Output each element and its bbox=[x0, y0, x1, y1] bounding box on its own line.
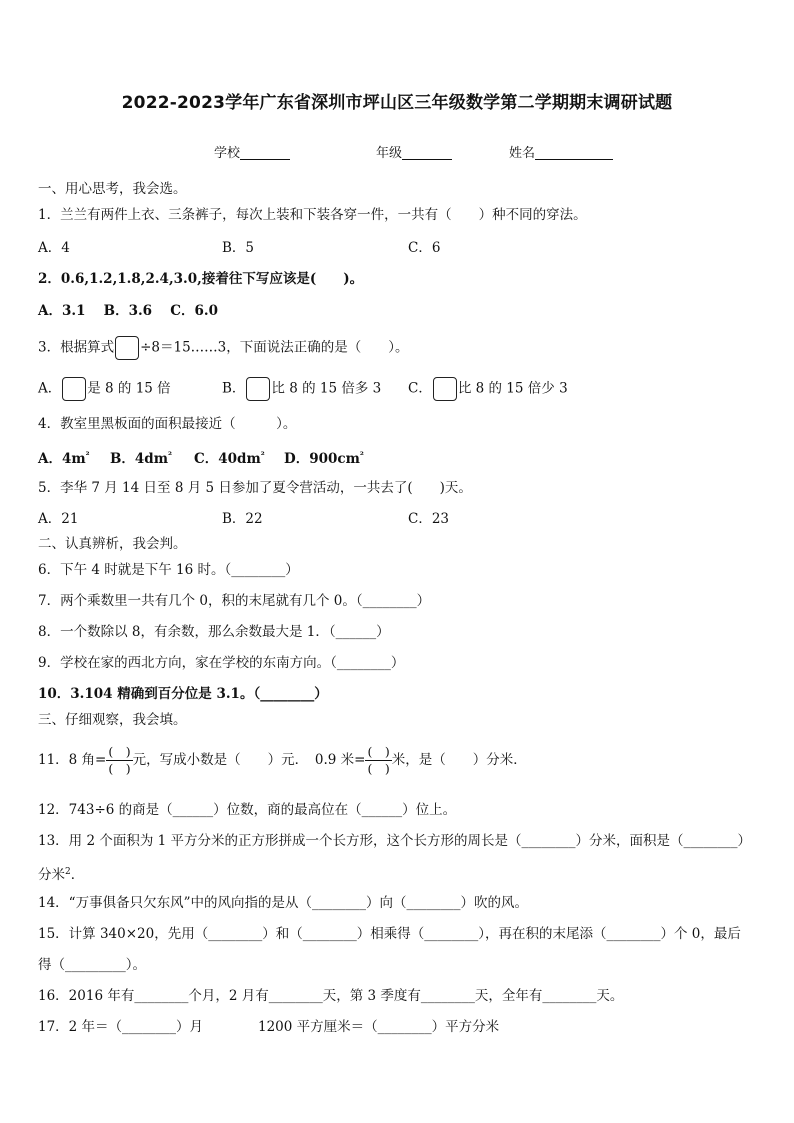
q4-b-sup: ² bbox=[168, 451, 172, 461]
q3-option-c[interactable] bbox=[408, 377, 568, 401]
school-field bbox=[214, 142, 290, 161]
name-field bbox=[509, 142, 613, 161]
q4-option-c[interactable] bbox=[194, 447, 265, 468]
q4-option-a[interactable] bbox=[38, 447, 90, 468]
q5-option-c[interactable]: C．23 bbox=[408, 511, 450, 527]
question-8: 8．一个数除以 8，有余数，那么余数最大是 1．（______） bbox=[38, 624, 390, 640]
question-4: 4．教室里黑板面的面积最接近（ ）。 bbox=[38, 416, 297, 432]
question-11 bbox=[38, 744, 527, 777]
question-14: 14．“万事俱备只欠东风”中的风向指的是从（________）向（________）吹的风。 bbox=[38, 895, 528, 911]
q11-fraction-1 bbox=[106, 744, 132, 777]
question-12: 12．743÷6 的商是（______）位数，商的最高位在（______）位上。 bbox=[38, 802, 457, 818]
q11-prefix: 11．8 角= bbox=[38, 752, 107, 768]
q1-option-c[interactable]: C．6 bbox=[408, 240, 441, 256]
question-6: 6．下午 4 时就是下午 16 时。（________） bbox=[38, 562, 299, 578]
question-16: 16．2016 年有________个月，2 月有________天，第 3 季度有________天，全年有________天。 bbox=[38, 988, 624, 1004]
grade-blank[interactable] bbox=[402, 145, 452, 160]
q3-prefix: 3．根据算式 bbox=[38, 339, 115, 356]
question-13-line-1: 13．用 2 个面积为 1 平方分米的正方形拼成一个长方形，这个长方形的周长是（________）分米，面积是（________） bbox=[38, 833, 752, 849]
section-2-heading: 二、认真辨析，我会判。 bbox=[38, 536, 187, 552]
grade-label: 年级 bbox=[376, 146, 403, 161]
q13-unit: 分米 bbox=[38, 867, 65, 883]
section-1-heading: 一、用心思考，我会选。 bbox=[38, 181, 187, 197]
q3-blank-box bbox=[115, 336, 139, 360]
q3-c-box bbox=[433, 377, 457, 401]
name-blank[interactable] bbox=[535, 145, 613, 160]
q3-b-box bbox=[246, 377, 270, 401]
q3-b-text: 比 8 的 15 倍多 3 bbox=[271, 380, 382, 397]
q4-a-sup: ² bbox=[85, 451, 90, 461]
question-5: 5．李华 7 月 14 日至 8 月 5 日参加了夏令营活动，一共去了( )天。 bbox=[38, 480, 472, 496]
q3-a-text: 是 8 的 15 倍 bbox=[87, 380, 171, 397]
q3-c-text: 比 8 的 15 倍少 3 bbox=[457, 380, 568, 397]
section-3-heading: 三、仔细观察，我会填。 bbox=[38, 712, 187, 728]
question-9: 9．学校在家的西北方向，家在学校的东南方向。（________） bbox=[38, 655, 405, 671]
question-10: 10．3.104 精确到百分位是 3.1。（________） bbox=[38, 686, 328, 702]
q13-end: ． bbox=[70, 867, 85, 883]
q1-option-b[interactable]: B．5 bbox=[222, 240, 255, 256]
q4-c-text: C．40dm bbox=[194, 451, 261, 467]
q4-a-text: A．4m bbox=[38, 451, 86, 467]
q1-option-a[interactable]: A．4 bbox=[38, 240, 70, 256]
question-15-line-2: 得（_________）。 bbox=[38, 957, 146, 973]
q3-a-box bbox=[62, 377, 86, 401]
q3-suffix: ÷8＝15……3，下面说法正确的是（ ）。 bbox=[140, 339, 409, 356]
question-17-left: 17．2 年＝（________）月 bbox=[38, 1019, 204, 1035]
q11-frac2-numerator[interactable]: ( ) bbox=[367, 744, 390, 759]
q4-c-sup: ² bbox=[260, 451, 265, 461]
q5-option-b[interactable]: B．22 bbox=[222, 511, 263, 527]
q11-frac1-denominator[interactable]: ( ) bbox=[108, 761, 131, 776]
q4-d-sup: ² bbox=[359, 451, 364, 461]
q3-c-letter: C． bbox=[408, 380, 432, 397]
q3-a-letter: A． bbox=[38, 380, 62, 397]
q4-d-text: D．900cm bbox=[284, 451, 360, 467]
school-label: 学校 bbox=[214, 146, 241, 161]
q4-option-b[interactable] bbox=[110, 447, 172, 468]
page-title: 2022-2023学年广东省深圳市坪山区三年级数学第二学期期末调研试题 bbox=[121, 93, 673, 113]
q3-b-letter: B． bbox=[222, 380, 246, 397]
q11-frac1-numerator[interactable]: ( ) bbox=[108, 744, 131, 759]
q2-options[interactable]: A．3.1 B．3.6 C．6.0 bbox=[38, 303, 218, 319]
name-label: 姓名 bbox=[509, 146, 536, 161]
q3-option-b[interactable] bbox=[222, 377, 381, 401]
grade-field bbox=[376, 142, 452, 161]
question-13-line-2 bbox=[38, 863, 84, 884]
q11-fraction-2 bbox=[365, 744, 391, 777]
question-1: 1．兰兰有两件上衣、三条裤子，每次上装和下装各穿一件，一共有（ ）种不同的穿法。 bbox=[38, 207, 587, 223]
q11-suffix: 米，是（ ）分米． bbox=[391, 752, 527, 768]
q5-option-a[interactable]: A．21 bbox=[38, 511, 79, 527]
q4-b-text: B．4dm bbox=[110, 451, 169, 467]
question-3 bbox=[38, 336, 409, 360]
q11-middle: 元，写成小数是（ ）元． 0.9 米= bbox=[132, 752, 366, 768]
question-2: 2．0.6,1.2,1.8,2.4,3.0,接着往下写应该是( )。 bbox=[38, 271, 364, 287]
q11-frac2-denominator[interactable]: ( ) bbox=[367, 761, 390, 776]
question-15-line-1: 15．计算 340×20，先用（________）和（________）相乘得（________），再在积的末尾添（________）个 0，最后 bbox=[38, 926, 741, 942]
question-17-right: 1200 平方厘米＝（________）平方分米 bbox=[258, 1019, 500, 1035]
q4-option-d[interactable] bbox=[284, 447, 364, 468]
q3-option-a[interactable] bbox=[38, 377, 171, 401]
q13-unit-sup: 2 bbox=[65, 867, 71, 877]
question-7: 7．两个乘数里一共有几个 0，积的末尾就有几个 0。（________） bbox=[38, 593, 431, 609]
school-blank[interactable] bbox=[240, 145, 290, 160]
